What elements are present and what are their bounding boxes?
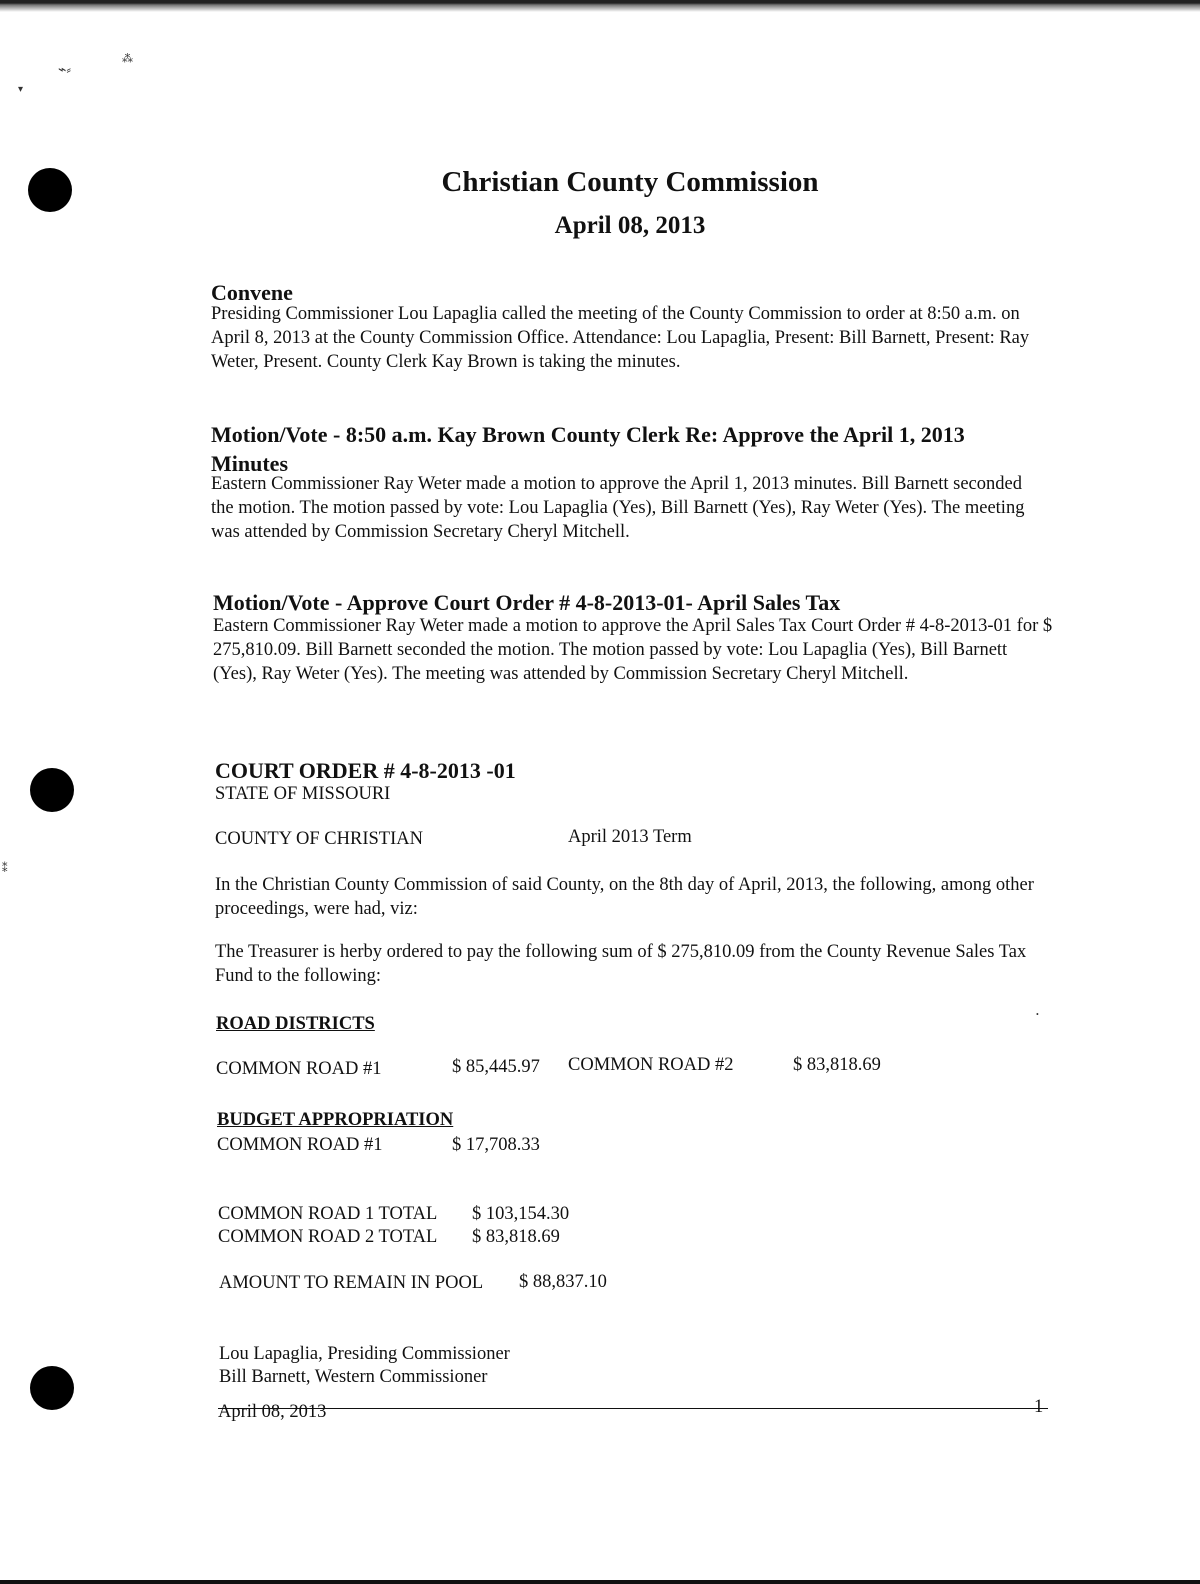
road-district-1-label: COMMON ROAD #1	[216, 1059, 382, 1079]
section-heading-motion-minutes: Motion/Vote - 8:50 a.m. Kay Brown County Clerk Re: Approve the April 1, 2013 Minutes	[211, 422, 965, 476]
document-title: Christian County Commission	[441, 166, 819, 198]
document-date: April 08, 2013	[554, 212, 706, 239]
footer-rule	[218, 1408, 1048, 1409]
court-order-state: STATE OF MISSOURI	[215, 784, 391, 804]
budget-road-1-amount: $ 17,708.33	[452, 1135, 540, 1155]
section-body-convene: Presiding Commissioner Lou Lapaglia called the meeting of the County Commission to order at 8:50 a.m. on April 8, 2013 at the County Commission Office. Attendance: Lou Lapaglia, Present: Bill Barnett, Present: Ray Weter, Present. County Clerk Kay Brown is taking the minutes.	[211, 304, 1030, 372]
court-order-term: April 2013 Term	[568, 827, 692, 847]
budget-road-1-label: COMMON ROAD #1	[217, 1135, 383, 1155]
court-order-county: COUNTY OF CHRISTIAN	[215, 829, 423, 849]
court-order-heading: COURT ORDER # 4-8-2013 -01	[215, 758, 516, 783]
punch-hole-bottom	[30, 1366, 74, 1410]
punch-hole-middle	[30, 768, 74, 812]
signature-western-commissioner: Bill Barnett, Western Commissioner	[219, 1367, 488, 1387]
pool-remainder-label: AMOUNT TO REMAIN IN POOL	[219, 1273, 484, 1293]
scan-edge-top	[0, 0, 1200, 12]
road-1-total-label: COMMON ROAD 1 TOTAL	[218, 1204, 438, 1224]
court-order-payment-text: The Treasurer is herby ordered to pay the following sum of $ 275,810.09 from the County Revenue Sales Tax Fund to the following:	[215, 942, 1027, 986]
road-1-total-amount: $ 103,154.30	[472, 1204, 570, 1224]
scan-edge-bottom	[0, 1580, 1200, 1584]
road-2-total-label: COMMON ROAD 2 TOTAL	[218, 1227, 438, 1247]
section-body-motion-sales-tax: Eastern Commissioner Ray Weter made a motion to approve the April Sales Tax Court Order # 4-8-2013-01 for $ 275,810.09. Bill Barnett seconded the motion. The motion passed by vote: Lou Lapaglia (Yes), Bill Barnett (Yes), Ray Weter (Yes). The meeting was attended by Commission Secretary Cheryl Mitchell.	[213, 616, 1053, 684]
signature-presiding-commissioner: Lou Lapaglia, Presiding Commissioner	[219, 1344, 510, 1364]
scan-speck: ▾	[18, 84, 24, 95]
road-districts-label: ROAD DISTRICTS	[216, 1014, 375, 1034]
pool-remainder-amount: $ 88,837.10	[519, 1272, 607, 1292]
scan-speck: ⌁⸗	[58, 63, 72, 78]
road-2-total-amount: $ 83,818.69	[472, 1227, 560, 1247]
road-district-1-amount: $ 85,445.97	[452, 1057, 540, 1077]
section-body-motion-minutes: Eastern Commissioner Ray Weter made a motion to approve the April 1, 2013 minutes. Bill Barnett seconded the motion. The motion passed by vote: Lou Lapaglia (Yes), Bill Barnett (Yes), Ray Weter (Yes). The meeting was attended by Commission Secretary Cheryl Mitchell.	[211, 474, 1025, 542]
budget-appropriation-label: BUDGET APPROPRIATION	[217, 1110, 454, 1130]
road-district-2-label: COMMON ROAD #2	[568, 1055, 734, 1075]
scan-speck: ⁑	[2, 863, 8, 875]
scan-speck: •	[1036, 1010, 1039, 1019]
footer-date: April 08, 2013	[218, 1402, 327, 1422]
footer-page-number: 1	[1034, 1397, 1044, 1417]
scan-speck: ⁂	[122, 53, 133, 65]
section-heading-motion-sales-tax: Motion/Vote - Approve Court Order # 4-8-2013-01- April Sales Tax	[213, 590, 841, 615]
court-order-intro: In the Christian County Commission of said County, on the 8th day of April, 2013, the following, among other proceedings, were had, viz:	[215, 875, 1034, 919]
road-district-2-amount: $ 83,818.69	[793, 1055, 881, 1075]
section-heading-convene: Convene	[211, 280, 293, 305]
